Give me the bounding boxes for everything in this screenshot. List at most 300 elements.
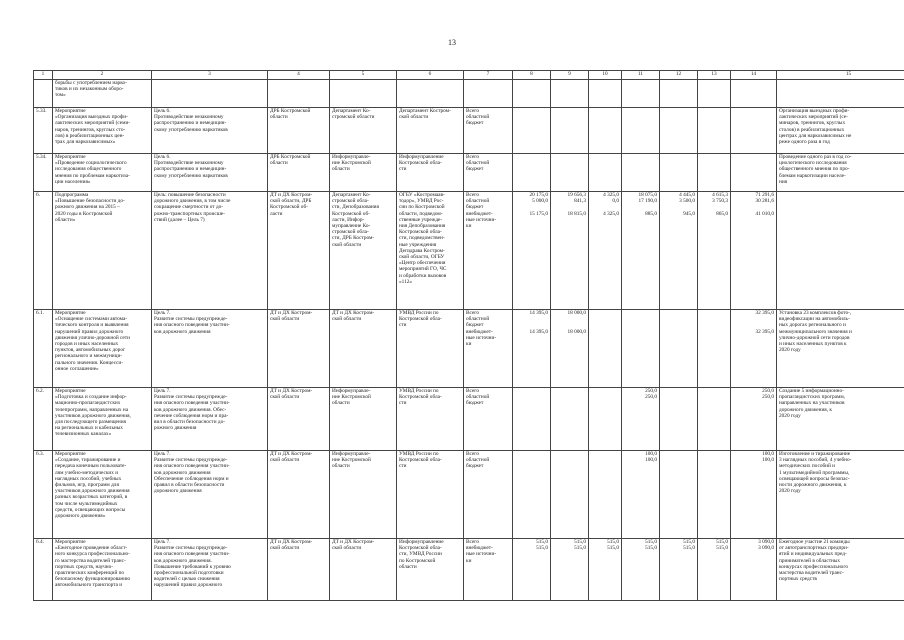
cell-col-14 [731, 80, 777, 108]
cell-line: 100,0 [645, 451, 657, 457]
cell-line: стромской обла- [332, 198, 369, 205]
cell-line: Информуправле- [332, 451, 371, 457]
cell-line: 515,0 [574, 539, 586, 545]
cell-line: 100,0 [645, 457, 657, 464]
cell-line: реже одного раза в год [779, 139, 830, 146]
cell-col-9 [551, 154, 589, 192]
cell-line: 2020 году [779, 412, 801, 419]
cell-line: 4 325,0 [603, 210, 619, 217]
cell-line: «Проведение социологического [55, 160, 127, 167]
cell-col-2 [53, 310, 152, 388]
cell-line: 100,0 [762, 451, 774, 457]
cell-col-12 [660, 451, 698, 539]
cell-col-6 [397, 154, 464, 192]
cell-line: ятий и индивидуальных пред- [779, 551, 847, 558]
cell-line: областной [466, 198, 490, 205]
cell-line: межмуниципального значения и [779, 328, 852, 335]
cell-col-12 [660, 80, 698, 108]
cell-line: бюджет [466, 463, 484, 470]
cell-col-6 [397, 451, 464, 539]
cell-line: 515,0 [645, 545, 657, 552]
cell-line: Мероприятие [55, 451, 86, 457]
cell-col-14 [731, 451, 777, 539]
cell-col-8 [513, 310, 551, 388]
cell-line: ности дорожного движения, к [779, 482, 847, 489]
cell-col-13 [698, 154, 731, 192]
cell-line: ков дорожного движения [154, 328, 211, 335]
cell-line: области [270, 160, 288, 167]
cell-line: ния [779, 178, 788, 185]
cell-line: областной [466, 114, 490, 121]
cell-col-4 [268, 154, 330, 192]
cell-line: 3 090,0 [758, 545, 774, 552]
cell-line: ской области, ОГБУ [399, 254, 445, 261]
cell-line: минаров, тренингов, круглых [779, 120, 846, 127]
cell-line: ДТ и ДХ Костром- [332, 310, 375, 316]
cell-col-5 [330, 108, 397, 154]
cell-col-14 [731, 388, 777, 451]
cell-line: бюджет [466, 166, 484, 173]
cell-line: методических пособий и [779, 463, 835, 470]
cell-line: сти, подведомствен- [399, 235, 445, 242]
cell-col-15 [777, 80, 904, 108]
cell-line: области [332, 166, 350, 173]
cell-line: 4 325,0 [603, 192, 619, 198]
cell-col-9 [551, 539, 589, 601]
cell-line: бюджет [466, 204, 484, 211]
cell-col-14 [731, 539, 777, 601]
cell-line: Мероприятие [55, 388, 86, 394]
cell-col-13 [698, 192, 731, 310]
cell-col-13 [698, 451, 731, 539]
cell-col-3 [152, 80, 268, 108]
cell-line: ных дорогах регионального и [779, 322, 846, 329]
cell-line: 1 мультимедийной программы, [779, 469, 850, 476]
cell-col-1 [34, 108, 53, 154]
cell-line: 6.3. [36, 451, 44, 457]
cell-line: Информуправление [399, 539, 444, 545]
cell-line: бюджет [466, 120, 484, 127]
cell-col-1 [34, 80, 53, 108]
cell-col-10 [589, 388, 622, 451]
cell-line: ской области [270, 394, 300, 401]
cell-col-6 [397, 80, 464, 108]
cell-line: ки [466, 223, 472, 230]
cell-line: 515,0 [716, 545, 728, 552]
cell-line: 6.2. [36, 388, 44, 394]
cell-line: ской области [332, 316, 362, 323]
cell-line: тиков и их незаконным оборо- [55, 86, 124, 93]
cell-line: «Центр обеспечения [399, 260, 446, 267]
cell-line: правил в области безопасности [154, 482, 225, 489]
cell-line: Всего [466, 388, 479, 394]
cell-line: для последующего размещения [55, 419, 126, 426]
cell-line: ской области [332, 241, 362, 248]
cell-col-2 [53, 108, 152, 154]
cell-line: области [270, 114, 288, 121]
cell-line: рожного движения на 2015 – [55, 204, 120, 211]
cell-line: Департамент Костром- [399, 108, 451, 114]
cell-line: 2020 годы в Костромской [55, 210, 113, 217]
cell-col-4 [268, 539, 330, 601]
cell-line: ние Костромской [332, 160, 371, 167]
cell-line: на региональных и кабельных [55, 425, 123, 432]
cell-line: ственные учрежде- [399, 216, 443, 223]
cell-line: нарушений правил дорожного [55, 328, 124, 335]
cell-col-8 [513, 80, 551, 108]
cell-line: движения улично-дорожной сети [55, 334, 130, 341]
column-header-8: 8 [513, 71, 551, 80]
cell-col-12 [660, 388, 698, 451]
cell-line: скому употреблению наркотиков [154, 126, 228, 133]
cell-col-2 [53, 192, 152, 310]
column-header-7: 7 [464, 71, 513, 80]
cell-line: 5 000,0 [532, 198, 548, 205]
cell-line: мероприятий ГО, ЧС [399, 266, 447, 273]
cell-line: Цель 7. [154, 310, 171, 316]
cell-line: 885,0 [645, 210, 657, 217]
cell-col-4 [268, 310, 330, 388]
cell-line: принимателей в областных [779, 557, 841, 564]
cell-col-15 [777, 108, 904, 154]
cell-line: «Оснащение системами автома- [55, 316, 128, 323]
cell-col-13 [698, 388, 731, 451]
cell-col-9 [551, 108, 589, 154]
cell-line: 19 656,3 [567, 192, 586, 198]
cell-line: области [332, 400, 350, 407]
cell-line: ки [466, 557, 472, 564]
cell-line: Информуправление [399, 154, 444, 160]
cell-line: областной [466, 160, 490, 167]
cell-col-6 [397, 108, 464, 154]
cell-line: Обеспечение соблюдения норм и [154, 475, 229, 482]
table-row [34, 192, 904, 310]
cell-col-8 [513, 539, 551, 601]
cell-col-11 [622, 192, 660, 310]
table-row [34, 108, 904, 154]
cell-line: ской области [270, 316, 300, 323]
cell-col-11 [622, 108, 660, 154]
cell-line: Мероприятие [55, 154, 86, 160]
cell-line: Костромской обла- [399, 457, 442, 464]
cell-line: том» [55, 92, 66, 99]
cell-col-14 [731, 192, 777, 310]
cell-line: сти, Депобразования [332, 204, 379, 211]
column-header-14: 14 [731, 71, 777, 80]
cell-line: 71 291,6 [755, 192, 774, 198]
cell-line: безопасному функционированию [55, 576, 131, 583]
cell-line: Цель 7. [154, 451, 171, 457]
cell-line: «Ежегодное проведение област- [55, 545, 128, 552]
cell-line: 3 наглядных пособий, 4 учебно- [779, 457, 852, 464]
cell-col-2 [53, 388, 152, 451]
cell-line: Повышение требований к уровню [154, 563, 231, 570]
cell-line: 6. [36, 192, 40, 198]
cell-line: Организация выездных профи- [779, 108, 850, 114]
cell-line: Развитие системы предупрежде- [154, 394, 228, 401]
cell-line: ДТ и ДХ Костром- [270, 192, 313, 198]
cell-line: 32 395,0 [755, 310, 774, 316]
cell-line: ного конкурса профессионально- [55, 551, 130, 558]
cell-col-2 [53, 154, 152, 192]
cell-col-10 [589, 80, 622, 108]
cell-line: дорожного движения, к [779, 406, 832, 413]
cell-col-12 [660, 539, 698, 601]
cell-line: 18 075,0 [638, 192, 657, 198]
cell-line: ков дорожного движения [154, 469, 211, 476]
cell-col-12 [660, 310, 698, 388]
cell-line: Департамент Ко- [332, 192, 371, 198]
cell-line: Мероприятие [55, 310, 86, 316]
cell-line: муправление Ко- [332, 223, 371, 230]
cell-col-9 [551, 388, 589, 451]
cell-line: лактических мероприятий (семи- [55, 120, 131, 127]
cell-line: лов) в реабилитационных цен- [55, 132, 125, 139]
cell-col-7 [464, 451, 513, 539]
column-header-13: 13 [698, 71, 731, 80]
cell-line: Проведение одного раз в год со- [779, 154, 852, 160]
cell-line: 250,0 [645, 388, 657, 394]
table-row [34, 154, 904, 192]
cell-col-3 [152, 388, 268, 451]
cell-col-15 [777, 451, 904, 539]
cell-col-13 [698, 310, 731, 388]
cell-line: регионального и межмуници- [55, 353, 123, 360]
cell-line: 20 175,0 [529, 192, 548, 198]
cell-line: лактических мероприятий (се- [779, 114, 848, 121]
cell-col-5 [330, 192, 397, 310]
cell-line: 3 500,0 [679, 198, 695, 205]
cell-line: 515,0 [716, 539, 728, 545]
cell-line: рожно-транспортных происше- [154, 210, 225, 217]
cell-line: городов и иных населенных [55, 341, 119, 348]
cell-col-1 [34, 388, 53, 451]
cell-line: распространению и немедицин- [154, 120, 227, 127]
cell-line: Противодействие незаконному [154, 160, 224, 167]
cell-line: бюджет [466, 322, 484, 329]
cell-line: от автотранспортных предпри- [779, 545, 849, 552]
cell-line: 6.4. [36, 539, 44, 545]
cell-line: 515,0 [683, 545, 695, 552]
cell-line: столов) в реабилитационных [779, 126, 845, 133]
cell-line: внебюджет- [466, 210, 493, 217]
cell-line: 250,0 [762, 394, 774, 401]
cell-col-10 [589, 108, 622, 154]
cell-line: фильмов, игр, программ для [55, 482, 119, 489]
cell-line: ния Депобразования [399, 223, 446, 230]
cell-line: 5.34. [36, 154, 47, 160]
cell-line: Ежегодное участие 21 команды [779, 539, 850, 545]
cell-col-10 [589, 539, 622, 601]
cell-col-9 [551, 80, 589, 108]
cell-line: Цель 6. [154, 154, 171, 160]
cell-col-1 [34, 539, 53, 601]
cell-line: стромской области [332, 114, 375, 121]
cell-line: ласти, Инфор- [332, 216, 365, 223]
cell-line: 0,0 [612, 198, 619, 205]
cell-line: Костромской обла- [399, 394, 442, 401]
cell-line: исследования общественного [55, 166, 122, 173]
cell-line: сти [399, 400, 407, 407]
program-table [33, 70, 904, 601]
cell-line: 18 815,0 [567, 210, 586, 217]
cell-line: ные источни- [466, 334, 497, 341]
cell-line: «112» [399, 278, 413, 285]
cell-col-4 [268, 192, 330, 310]
cell-line: ОГБУ «Костромаав- [399, 192, 445, 198]
cell-line: 515,0 [536, 539, 548, 545]
cell-line: 2020 году [779, 347, 801, 354]
cell-line: 100,0 [762, 457, 774, 464]
cell-line: освещающей вопросы безопас- [779, 475, 850, 482]
cell-line: 945,0 [683, 210, 695, 217]
cell-line: рожного движения [154, 425, 197, 432]
cell-line: Развитие системы предупрежде- [154, 457, 228, 464]
cell-line: сти, УМВД России [399, 551, 442, 558]
cell-col-12 [660, 154, 698, 192]
cell-line: вил в области безопасности до- [154, 419, 225, 426]
cell-line: мастерства водителей транс- [779, 570, 844, 577]
cell-line: УМВД России по [399, 451, 439, 457]
cell-line: тодор», УМВД Рос- [399, 198, 444, 205]
cell-line: участников дорожного движения [55, 488, 130, 495]
cell-line: ДТ и ДХ Костром- [270, 388, 313, 394]
cell-line: пального значения. Концесси- [55, 359, 123, 366]
cell-col-2 [53, 451, 152, 539]
cell-line: 515,0 [607, 539, 619, 545]
cell-line: мнения по проблемам наркотиза- [55, 172, 130, 179]
cell-line: ния опасного поведения участни- [154, 322, 230, 329]
cell-col-12 [660, 108, 698, 154]
cell-line: УМВД России по [399, 388, 439, 394]
cell-line: ДТ и ДХ Костром- [270, 451, 313, 457]
cell-line: Костромской об- [270, 204, 308, 211]
cell-line: ДРБ Костромской [270, 154, 311, 160]
cell-col-5 [330, 388, 397, 451]
cell-line: Департамент Ко- [332, 108, 371, 114]
cell-col-14 [731, 154, 777, 192]
cell-line: 18 000,0 [567, 310, 586, 316]
cell-col-7 [464, 539, 513, 601]
cell-line: 250,0 [762, 388, 774, 394]
cell-line: области, подведом- [399, 210, 443, 217]
cell-line: профессиональной подготовки [154, 570, 224, 577]
cell-line: разных возрастных категорий, в [55, 494, 128, 501]
cell-line: ДРБ Костромской [270, 108, 311, 114]
column-header-6: 6 [397, 71, 464, 80]
cell-line: ков дорожного движения. [154, 557, 212, 564]
cell-line: дорожного движения, в том числе [154, 198, 231, 205]
cell-line: ской области [399, 114, 429, 121]
cell-col-9 [551, 192, 589, 310]
cell-line: автомобильного транспорта и [55, 582, 123, 589]
cell-col-15 [777, 192, 904, 310]
cell-col-5 [330, 451, 397, 539]
cell-line: Всего [466, 451, 479, 457]
column-header-11: 11 [622, 71, 660, 80]
cell-col-15 [777, 154, 904, 192]
cell-line: средств, освещающих вопросы [55, 506, 126, 513]
cell-col-10 [589, 154, 622, 192]
cell-line: лям учебно-методических и [55, 469, 119, 476]
cell-line: Противодействие незаконному [154, 114, 224, 121]
cell-line: Создание 5 информационно- [779, 388, 844, 394]
cell-line: Развитие системы предупрежде- [154, 316, 228, 323]
cell-col-7 [464, 192, 513, 310]
cell-col-8 [513, 192, 551, 310]
cell-col-9 [551, 451, 589, 539]
cell-line: ков дорожного движения. Обес- [154, 406, 227, 413]
cell-line: передача конечным пользовате- [55, 463, 127, 470]
cell-col-6 [397, 388, 464, 451]
cell-col-5 [330, 80, 397, 108]
cell-line: области [399, 563, 417, 570]
cell-line: портных средств [779, 576, 817, 583]
cell-line: 515,0 [607, 545, 619, 552]
cell-line: Информуправле- [332, 154, 371, 160]
cell-line: «Организация выездных профи- [55, 114, 128, 121]
cell-line: Костромской обла- [399, 160, 442, 167]
cell-line: Костромской обла- [399, 316, 442, 323]
cell-line: и обработки вызовов [399, 272, 447, 279]
cell-line: ния опасного поведения участни- [154, 551, 230, 558]
cell-line: ствий (далее – Цель 7) [154, 216, 205, 223]
cell-col-11 [622, 80, 660, 108]
cell-col-8 [513, 154, 551, 192]
cell-line: 2020 году [779, 488, 801, 495]
cell-col-1 [34, 451, 53, 539]
cell-col-13 [698, 80, 731, 108]
cell-col-1 [34, 192, 53, 310]
cell-line: УМВД России по [399, 310, 439, 316]
cell-col-4 [268, 451, 330, 539]
cell-line: Всего [466, 154, 479, 160]
cell-line: 5.33. [36, 108, 47, 114]
cell-line: ской области [332, 545, 362, 552]
cell-col-4 [268, 80, 330, 108]
cell-line: 18 000,0 [567, 328, 586, 335]
cell-line: онное соглашение» [55, 365, 99, 372]
cell-col-7 [464, 310, 513, 388]
cell-line: нарушений правил дорожного [154, 582, 223, 589]
cell-col-13 [698, 539, 731, 601]
cell-col-7 [464, 388, 513, 451]
cell-line: том числе мультимедийных [55, 500, 118, 507]
cell-line: 515,0 [574, 545, 586, 552]
table-row [34, 80, 904, 108]
cell-line: 6.1. [36, 310, 44, 316]
cell-line: 32 395,0 [755, 328, 774, 335]
cell-line: «Повышение безопасности до- [55, 198, 125, 205]
cell-line: направленных на участников [779, 400, 845, 407]
cell-line: Подпрограмма [55, 192, 89, 198]
cell-line: ные источни- [466, 551, 497, 558]
cell-line: ской области, ДРБ [270, 198, 312, 205]
cell-line: дорожного движения [154, 488, 202, 495]
cell-line: ные источни- [466, 216, 497, 223]
cell-line: Информуправле- [332, 388, 371, 394]
cell-line: блемам наркотизации населе- [779, 172, 846, 179]
cell-line: участников дорожного движения, [55, 412, 131, 419]
cell-col-11 [622, 539, 660, 601]
cell-line: Цель 7. [154, 388, 171, 394]
cell-line: области [332, 463, 350, 470]
cell-line: 17 190,0 [638, 198, 657, 205]
table-header-row [34, 71, 904, 80]
cell-col-14 [731, 108, 777, 154]
cell-line: скому употреблению наркотиков [154, 172, 228, 179]
cell-col-9 [551, 310, 589, 388]
